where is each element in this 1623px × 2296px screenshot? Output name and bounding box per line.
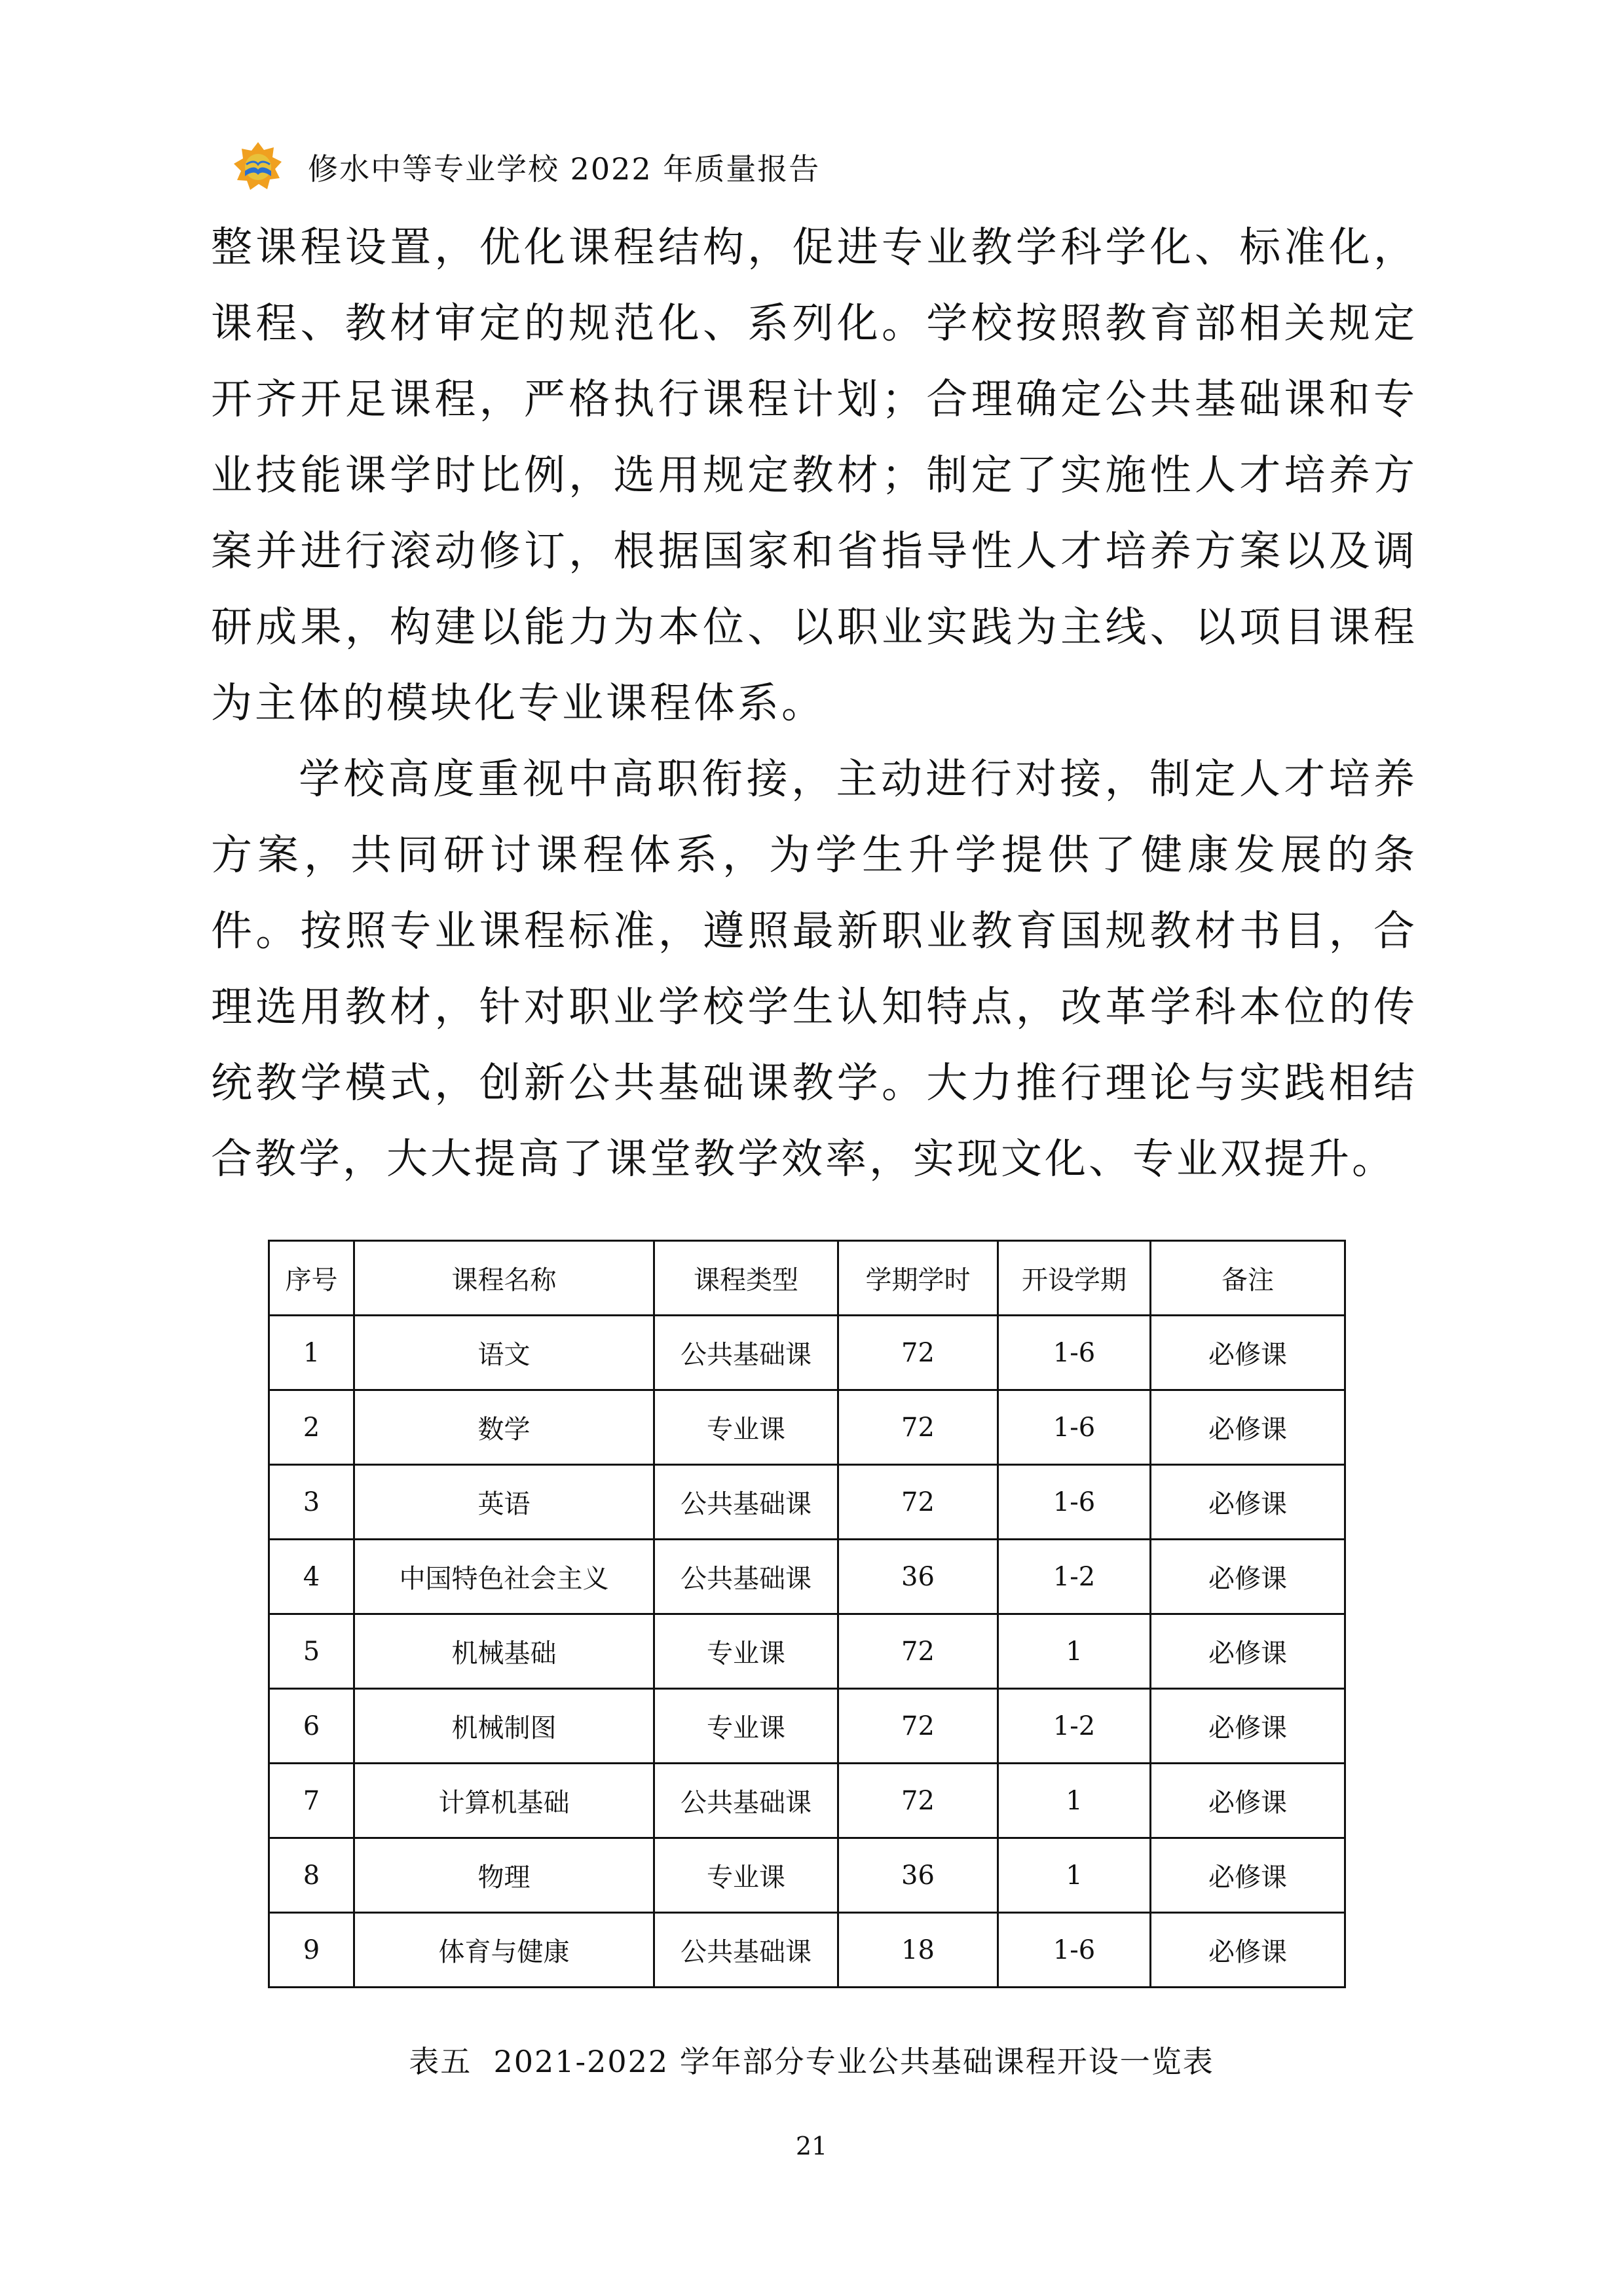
cell-hours: 72: [838, 1465, 998, 1540]
cell-no: 3: [269, 1465, 354, 1540]
cell-hours: 72: [838, 1614, 998, 1689]
cell-name: 体育与健康: [354, 1913, 654, 1988]
cell-term: 1: [998, 1838, 1151, 1913]
cell-type: 公共基础课: [654, 1913, 838, 1988]
cell-note: 必修课: [1151, 1614, 1345, 1689]
page-header: [231, 134, 820, 200]
cell-note: 必修课: [1151, 1764, 1345, 1838]
cell-term: 1-6: [998, 1390, 1151, 1465]
cell-hours: 72: [838, 1764, 998, 1838]
header-cell-term: 开设学期: [998, 1241, 1151, 1316]
cell-term: 1: [998, 1764, 1151, 1838]
header-cell-no: 序号: [269, 1241, 354, 1316]
cell-type: 公共基础课: [654, 1316, 838, 1390]
cell-type: 公共基础课: [654, 1465, 838, 1540]
cell-hours: 72: [838, 1316, 998, 1390]
table-row: [269, 1316, 1345, 1390]
cell-no: 7: [269, 1764, 354, 1838]
cell-type: 公共基础课: [654, 1764, 838, 1838]
cell-no: 5: [269, 1614, 354, 1689]
header-title: 修水中等专业学校 2022 年质量报告: [308, 151, 821, 187]
cell-term: 1-2: [998, 1540, 1151, 1614]
cell-no: 2: [269, 1390, 354, 1465]
body-text: [211, 210, 1417, 1197]
header-cell-hours: 学期学时: [838, 1241, 998, 1316]
cell-note: 必修课: [1151, 1390, 1345, 1465]
cell-type: 专业课: [654, 1689, 838, 1764]
table-row: [269, 1838, 1345, 1913]
cell-term: 1: [998, 1614, 1151, 1689]
course-table: [268, 1240, 1346, 1988]
cell-note: 必修课: [1151, 1540, 1345, 1614]
cell-name: 数学: [354, 1390, 654, 1465]
table-row: [269, 1540, 1345, 1614]
table-caption: 表五 2021-2022 学年部分专业公共基础课程开设一览表: [409, 2044, 1214, 2079]
table-row: [269, 1614, 1345, 1689]
cell-type: 专业课: [654, 1614, 838, 1689]
header-cell-type: 课程类型: [654, 1241, 838, 1316]
cell-note: 必修课: [1151, 1465, 1345, 1540]
cell-hours: 36: [838, 1540, 998, 1614]
cell-name: 机械制图: [354, 1689, 654, 1764]
table-row: [269, 1465, 1345, 1540]
cell-term: 1-2: [998, 1689, 1151, 1764]
cell-hours: 72: [838, 1390, 998, 1465]
table-header-row: [269, 1241, 1345, 1316]
cell-term: 1-6: [998, 1913, 1151, 1988]
cell-note: 必修课: [1151, 1689, 1345, 1764]
table-row: [269, 1913, 1345, 1988]
table-row: [269, 1764, 1345, 1838]
cell-hours: 36: [838, 1838, 998, 1913]
school-logo-icon: [231, 139, 286, 194]
cell-no: 4: [269, 1540, 354, 1614]
cell-no: 9: [269, 1913, 354, 1988]
paragraph: 学校高度重视中高职衔接，主动进行对接，制定人才培养方案，共同研讨课程体系，为学生升学提供了健康发展的条件。按照专业课程标准，遵照最新职业教育国规教材书目，合理选用教材，针对职业学校学生认知特点，改革学科本位的传统教学模式，创新公共基础课教学。大力推行理论与实践相结合教学，大大提高了课堂教学效率，实现文化、专业双提升。: [211, 755, 1417, 1183]
cell-note: 必修课: [1151, 1913, 1345, 1988]
cell-type: 专业课: [654, 1838, 838, 1913]
cell-no: 6: [269, 1689, 354, 1764]
cell-note: 必修课: [1151, 1316, 1345, 1390]
cell-hours: 72: [838, 1689, 998, 1764]
cell-type: 公共基础课: [654, 1540, 838, 1614]
cell-name: 中国特色社会主义: [354, 1540, 654, 1614]
cell-name: 英语: [354, 1465, 654, 1540]
table-row: [269, 1689, 1345, 1764]
cell-term: 1-6: [998, 1316, 1151, 1390]
cell-term: 1-6: [998, 1465, 1151, 1540]
cell-name: 计算机基础: [354, 1764, 654, 1838]
cell-no: 8: [269, 1838, 354, 1913]
cell-name: 机械基础: [354, 1614, 654, 1689]
cell-type: 专业课: [654, 1390, 838, 1465]
page-number: 21: [795, 2132, 828, 2160]
header-cell-note: 备注: [1151, 1241, 1345, 1316]
paragraph: 整课程设置，优化课程结构，促进专业教学科学化、标准化，课程、教材审定的规范化、系列化。学校按照教育部相关规定开齐开足课程，严格执行课程计划；合理确定公共基础课和专业技能课学时比例，选用规定教材；制定了实施性人才培养方案并进行滚动修订，根据国家和省指导性人才培养方案以及调研成果，构建以能力为本位、以职业实践为主线、以项目课程为主体的模块化专业课程体系。: [211, 223, 1417, 727]
cell-no: 1: [269, 1316, 354, 1390]
cell-note: 必修课: [1151, 1838, 1345, 1913]
cell-name: 物理: [354, 1838, 654, 1913]
header-cell-name: 课程名称: [354, 1241, 654, 1316]
cell-hours: 18: [838, 1913, 998, 1988]
cell-name: 语文: [354, 1316, 654, 1390]
table-row: [269, 1390, 1345, 1465]
